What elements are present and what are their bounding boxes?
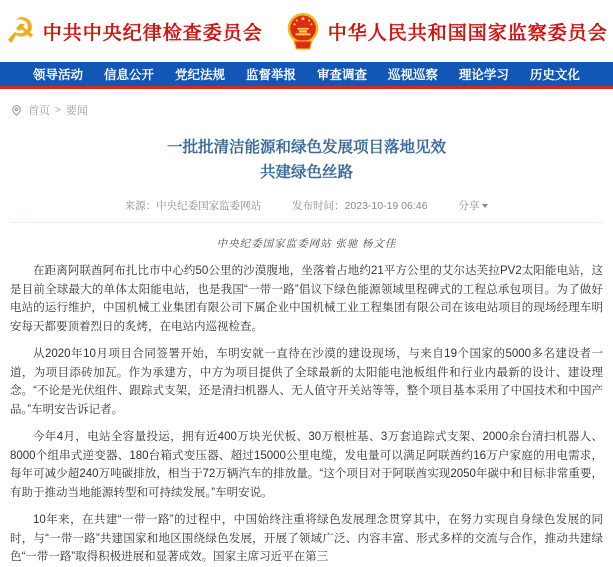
article-paragraph: 今年4月，电站全容量投运，拥有近400万块光伏板、30万根桩基、3万套追踪式支架、2000余台清扫机器人、8000个组串式逆变器、180台箱式变压器、超过15000公里电缆，发电量可以满足阿联酋约16万户家庭的用电需求，每年可减少超240万吨碳排放，相当于72万辆汽车的排放量。“这个项目对于阿联酋实现2050年碳中和目标非常重要，有助于推动当地能源转型和可持续发展。”车明安说。 [10, 431, 603, 499]
article-meta [10, 198, 603, 213]
source-value: 中央纪委国家监委网站 [156, 200, 262, 212]
nav-item-info-disclosure[interactable]: 信息公开 [103, 68, 154, 82]
site-header [0, 0, 613, 62]
location-pin-icon [10, 104, 23, 117]
article-paragraph: 从2020年10月项目合同签署开始，车明安就一直待在沙漠的建设现场，与来自19个国家的5000多名建设者一道，为项目添砖加瓦。作为承建方，中方为项目提供了全球最新的太阳能电池板组件和行业内最新的设计、建设理念。“不论是光伏组件、跟踪式支架，还是清扫机器人、无人值守开关站等等，整个项目基本采用了中国技术和中国产品。”车明安告诉记者。 [10, 348, 603, 416]
article-paragraph: 在距离阿联酋阿布扎比市中心约50公里的沙漠腹地，坐落着占地约21平方公里的艾尔达芙拉PV2太阳能电站，这是目前全球最大的单体太阳能电站，也是我国“一带一路”倡议下绿色能源领域里程碑式的工程总承包项目。为了做好电站的运行维护，中国机械工业集团有限公司下属企业中国机械工业工程集团有限公司在该电站项目的现场经理车明安每天都要顶着烈日的炙烤，在电站内巡视检查。 [10, 265, 603, 333]
nav-item-investigation[interactable]: 审查调查 [316, 68, 367, 82]
breadcrumb-home[interactable]: 首页 [28, 105, 50, 117]
publish-time [292, 200, 427, 212]
nav-item-leadership[interactable]: 领导活动 [33, 68, 84, 82]
title-line-1: 一批批清洁能源和绿色发展项目落地见效 [166, 139, 446, 156]
article-page [0, 102, 613, 567]
party-emblem-icon: ☭ [5, 11, 36, 51]
share-label: 分享 [458, 200, 480, 212]
title-line-2: 共建绿色丝路 [259, 164, 353, 181]
nav-accent-line [0, 86, 613, 89]
chevron-down-icon [482, 204, 488, 208]
breadcrumb [10, 102, 603, 118]
ccdi-logo[interactable] [5, 11, 263, 51]
nsc-logo-text: 中华人民共和国国家监察委员会 [327, 22, 608, 44]
time-value: 2023-10-19 06:46 [344, 200, 428, 212]
article-body [10, 262, 603, 567]
article-source [125, 200, 262, 212]
source-label: 来源： [124, 200, 157, 212]
nav-item-supervision-report[interactable]: 监督举报 [245, 68, 296, 82]
breadcrumb-separator: > [55, 104, 61, 116]
nav-item-party-rules[interactable]: 党纪法规 [174, 68, 225, 82]
ccdi-logo-text: 中共中央纪律检查委员会 [42, 22, 263, 44]
main-nav [0, 62, 613, 86]
meta-divider [10, 222, 603, 223]
article-byline: 中央纪委国家监委网站 张驰 杨文佳 [216, 239, 397, 250]
nav-item-theory-study[interactable]: 理论学习 [458, 68, 509, 82]
breadcrumb-section[interactable]: 要闻 [65, 105, 88, 117]
page-title [10, 135, 603, 185]
nsc-logo[interactable] [285, 11, 608, 51]
national-emblem-icon [285, 11, 321, 51]
nav-item-history-culture[interactable]: 历史文化 [529, 68, 580, 82]
time-label: 发布时间： [292, 200, 345, 212]
article-paragraph: 10年来，在共建“一带一路”的过程中，中国始终注重将绿色发展理念贯穿其中，在努力实现自身绿色发展的同时，与“一带一路”共建国家和地区围绕绿色发展，开展了领域广泛、内容丰富、形式多样的交流与合作，推动共建绿色“一带一路”取得积极进展和显著成效。国家主席习近平在第三 [10, 514, 603, 563]
nav-item-inspection[interactable]: 巡视巡察 [387, 68, 438, 82]
share-button[interactable] [458, 198, 488, 213]
